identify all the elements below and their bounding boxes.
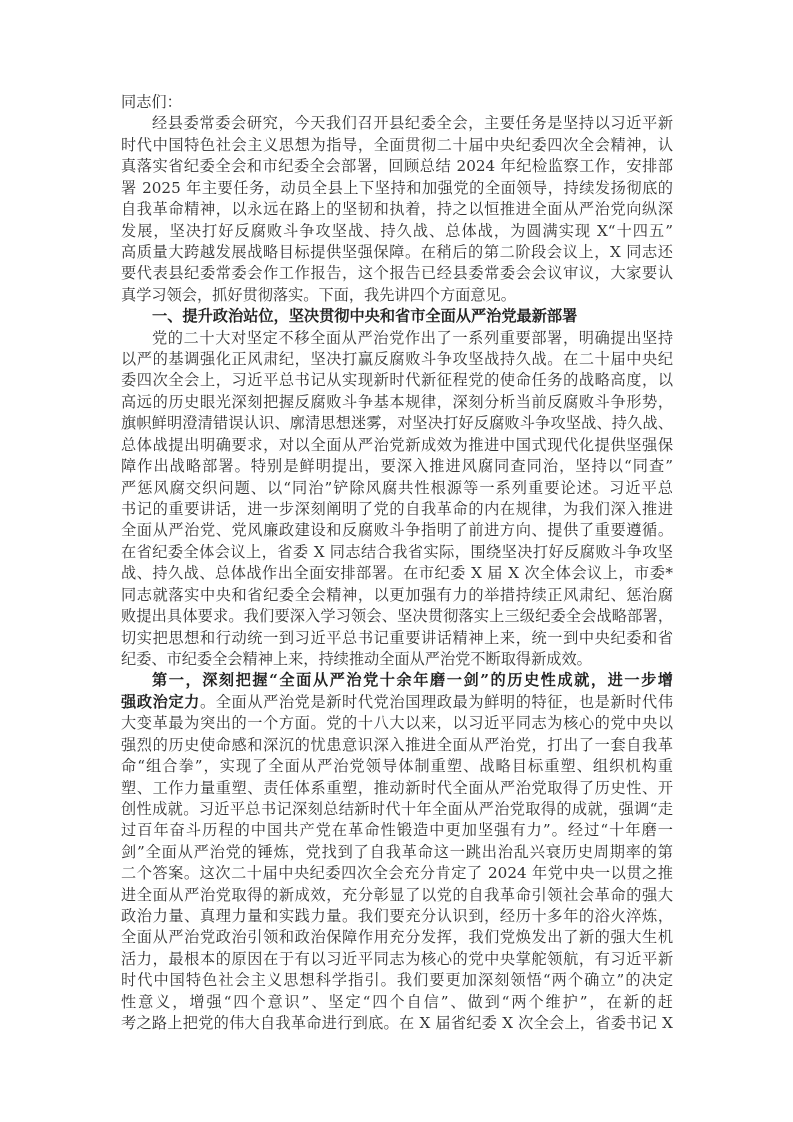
text-line: 塑、工作力量重塑、责任体系重塑，推动新时代全面从严治党取得了历史性、开 — [121, 778, 673, 797]
text-line: 命“组合拳”，实现了全面从严治党领导体制重塑、战略目标重塑、组织机构重 — [121, 757, 673, 776]
text-line: 时代中国特色社会主义思想科学指引。我们要更加深刻领悟“两个确立”的决定 — [121, 971, 673, 990]
text-line: 署 2025 年主要任务，动员全县上下坚持和加强党的全面领导，持续发扬彻底的 — [121, 178, 673, 197]
text-line: 党的二十大对坚定不移全面从严治党作出了一系列重要部署，明确提出坚持 — [152, 328, 673, 347]
text-line: 旗帜鲜明澄清错误认识、廓清思想迷雾，对坚决打好反腐败斗争攻坚战、持久战、 — [121, 414, 673, 433]
point-1-line-2 — [121, 692, 673, 713]
point-1-heading-line: 第一，深刻把握“全面从严治党十余年磨一剑”的历史性成就，进一步增 — [152, 671, 673, 690]
text-line: 经县委常委会研究，今天我们召开县纪委全会，主要任务是坚持以习近平新 — [152, 114, 673, 133]
text-line: 性意义，增强“四个意识”、坚定“四个自信”、做到“两个维护”，在新的赶 — [121, 992, 673, 1011]
document-body — [121, 92, 673, 1035]
text-line: 政治力量、真理力量和实践力量。我们要充分认识到，经历十多年的浴火淬炼， — [121, 907, 673, 926]
text-line: 考之路上把党的伟大自我革命进行到底。在 X 届省纪委 X 次全会上，省委书记 X — [121, 1014, 673, 1033]
text-line: 委四次全会上，习近平总书记从实现新时代新征程党的使命任务的战略高度，以 — [121, 371, 673, 390]
text-line: 以严的基调强化正风肃纪，坚决打赢反腐败斗争攻坚战持久战。在二十届中央纪 — [121, 350, 673, 369]
text-line: 纪委、市纪委全会精神上来，持续推动全面从严治党不断取得新成效。 — [121, 649, 592, 668]
text-line: 发展，坚决打好反腐败斗争攻坚战、持久战、总体战，为圆满实现 X“十四五” — [121, 221, 673, 240]
text-line: 全面从严治党政治引领和政治保障作用充分发挥，我们党焕发出了新的强大生机 — [121, 928, 673, 947]
text-line: 高远的历史眼光深刻把握反腐败斗争基本规律，深刻分析当前反腐败斗争形势， — [121, 392, 673, 411]
text-line: 剑”全面从严治党的锤炼，党找到了自我革命这一跳出治乱兴衰历史周期率的第 — [121, 842, 673, 861]
text-line: 二个答案。这次二十届中央纪委四次全会充分肯定了 2024 年党中央一以贯之推 — [121, 864, 673, 883]
text-line: 自我革命精神，以永远在路上的坚韧和执着，持之以恒推进全面从严治党向纵深 — [121, 200, 673, 219]
point-1-heading-tail: 强政治定力 — [121, 692, 200, 711]
text-line: 切实把思想和行动统一到习近平总书记重要讲话精神上来，统一到中央纪委和省 — [121, 628, 673, 647]
text-line: 书记的重要讲话，进一步深刻阐明了党的自我革命的内在规律，为我们深入推进 — [121, 500, 673, 519]
section-heading-1: 一、提升政治站位，坚决贯彻中央和省市全面从严治党最新部署 — [152, 307, 578, 326]
paragraph-point-1 — [121, 670, 673, 1034]
text-line: 高质量大跨越发展战略目标提供坚强保障。在稍后的第二阶段会议上，X 同志还 — [121, 242, 673, 261]
paragraph-intro — [121, 113, 673, 306]
text-line: 战、持久战、总体战作出全面安排部署。在市纪委 X 届 X 次全体会议上，市委* — [121, 564, 673, 583]
text-line: 时代中国特色社会主义思想为指导，全面贯彻二十届中央纪委四次全会精神，认 — [121, 135, 673, 154]
greeting: 同志们： — [121, 93, 182, 111]
paragraph-section-1 — [121, 328, 673, 671]
text-line: 大变革最为突出的一个方面。党的十八大以来，以习近平同志为核心的党中央以 — [121, 714, 673, 733]
text-line: 全面从严治党、党风廉政建设和反腐败斗争指明了前进方向、提供了重要遵循。 — [121, 521, 673, 540]
text-line: 真落实省纪委全会和市纪委全会部署，回顾总结 2024 年纪检监察工作，安排部 — [121, 157, 673, 176]
text-line: 败提出具体要求。我们要深入学习领会、坚决贯彻落实上三级纪委全会战略部署， — [121, 607, 673, 626]
text-line: 同志就落实中央和省纪委全会精神，以更加强有力的举措持续正风肃纪、惩治腐 — [121, 585, 673, 604]
text-line: 过百年奋斗历程的中国共产党在革命性锻造中更加坚强有力”。经过“十年磨一 — [121, 821, 673, 840]
text-line: 创性成就。习近平总书记深刻总结新时代十年全面从严治党取得的成就，强调“走 — [121, 799, 673, 818]
text-line: 障作出战略部署。特别是鲜明提出，要深入推进风腐同查同治，坚持以“同查” — [121, 457, 673, 476]
text-segment: 。全面从严治党是新时代党治国理政最为鲜明的特征，也是新时代伟 — [199, 692, 674, 711]
text-line: 活力，最根本的原因在于有以习近平同志为核心的党中央掌舵领航，有习近平新 — [121, 949, 673, 968]
text-line: 在省纪委全体会议上，省委 X 同志结合我省实际，围绕坚决打好反腐败斗争攻坚 — [121, 542, 673, 561]
text-line: 总体战提出明确要求，对以全面从严治党新成效为推进中国式现代化提供坚强保 — [121, 435, 673, 454]
text-line: 进全面从严治党取得的新成效，充分彰显了以党的自我革命引领社会革命的强大 — [121, 885, 673, 904]
text-line: 真学习领会，抓好贯彻落实。下面，我先讲四个方面意见。 — [121, 285, 516, 304]
text-line: 要代表县纪委常委会作工作报告，这个报告已经县委常委会会议审议，大家要认 — [121, 264, 673, 283]
text-line: 强烈的历史使命感和深沉的忧患意识深入推进全面从严治党，打出了一套自我革 — [121, 735, 673, 754]
text-line: 严惩风腐交织问题、以“同治”铲除风腐共性根源等一系列重要论述。习近平总 — [121, 478, 673, 497]
